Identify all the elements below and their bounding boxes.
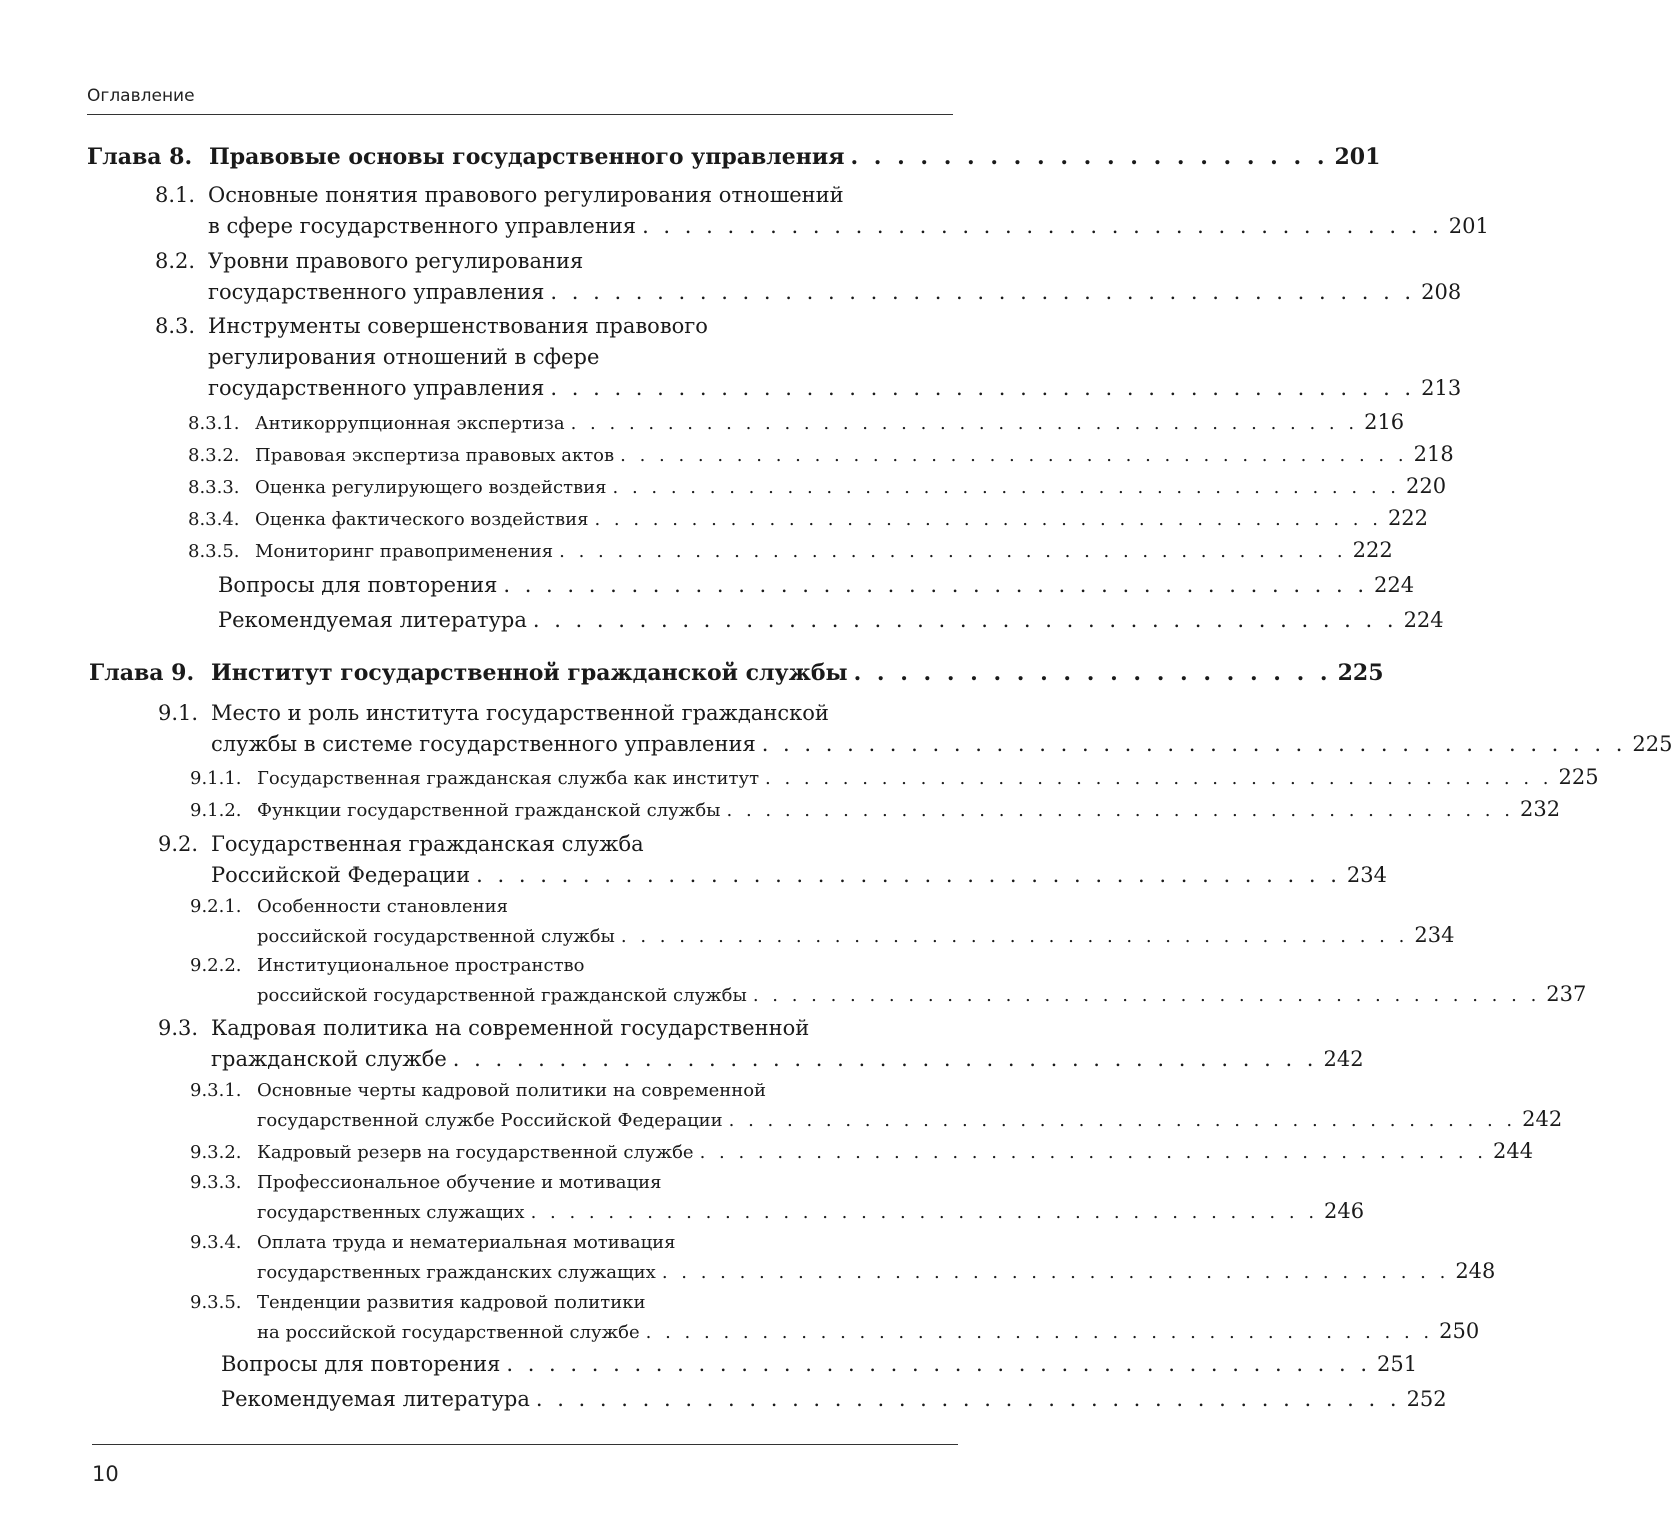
toc-subsection-9-2-2-line1[interactable] (190, 957, 955, 975)
leader-dots: . . . . . . . . . . . . . . . . . . . . . . . . . . . . . . . . . . . . . . . . . (620, 445, 1408, 466)
toc-page: 201 (1448, 214, 1489, 238)
toc-ch8-literature[interactable] (218, 608, 1444, 632)
toc-title: Вопросы для повторения (218, 573, 498, 597)
toc-page: 218 (1413, 442, 1454, 466)
toc-title: Основные черты кадровой политики на современной (257, 1080, 767, 1101)
toc-section-8-1-line1[interactable] (155, 185, 953, 206)
toc-ch8-questions[interactable] (218, 573, 1415, 597)
toc-number: Глава 8. (87, 144, 193, 170)
toc-subsection-9-3-1-line1[interactable] (190, 1082, 955, 1100)
toc-page: 244 (1493, 1139, 1534, 1163)
toc-page: 213 (1421, 376, 1462, 400)
toc-page: 234 (1414, 923, 1455, 947)
toc-title: государственных гражданских служащих (257, 1262, 656, 1283)
toc-subsection-8-3-1[interactable] (188, 410, 1405, 434)
toc-page: 232 (1519, 797, 1561, 821)
toc-page: 225 (1337, 660, 1384, 686)
toc-page: 220 (1406, 474, 1447, 498)
toc-title: Оценка фактического воздействия (255, 509, 589, 530)
toc-number: 8.1. (155, 183, 196, 207)
toc-title: регулирования отношений в сфере (208, 345, 600, 369)
toc-page: 250 (1439, 1319, 1480, 1343)
toc-number: Глава 9. (89, 660, 195, 686)
running-head: Оглавление (87, 86, 195, 106)
toc-page: 234 (1346, 863, 1387, 887)
toc-number: 9.1.2. (190, 800, 242, 821)
leader-dots: . . . . . . . . . . . . . . . . . . . . . . . . . . . . . . . . . . . . . . . . . (476, 863, 1341, 887)
leader-dots: . . . . . . . . . . . . . . . . . . . . . . . . . . . . . . . . . . . . . . . . . (535, 1387, 1401, 1411)
toc-title: Инструменты совершенствования правового (208, 314, 708, 338)
toc-number: 9.1. (158, 701, 199, 725)
toc-subsection-9-1-2[interactable] (190, 797, 1561, 821)
leader-dots: . . . . . . . . . . . . . . . . . . . . . . . . . . . . . . . . . . . . . . . . . (570, 413, 1359, 434)
toc-title: Вопросы для повторения (221, 1352, 501, 1376)
toc-number: 9.3.2. (190, 1142, 242, 1163)
toc-number: 9.3.1. (190, 1080, 242, 1101)
toc-section-9-3-line2[interactable] (211, 1047, 1364, 1071)
toc-page: 201 (1334, 144, 1381, 170)
leader-dots: . . . . . . . . . . . . . . . . . . . . . . . . . . . . . . . . . . . . . . . . . (594, 509, 1382, 530)
toc-subsection-9-2-1-line1[interactable] (190, 898, 955, 916)
toc-subsection-9-3-1-line2[interactable] (257, 1107, 1563, 1131)
toc-number: 8.3.1. (188, 413, 240, 434)
toc-number: 8.3.4. (188, 509, 240, 530)
toc-section-8-3-line3[interactable] (208, 376, 1462, 400)
toc-number: 9.3.3. (190, 1172, 242, 1193)
toc-page: 225 (1632, 732, 1673, 756)
leader-dots: . . . . . . . . . . . . . . . . . . . . . . . . . . . . . . . . . . . . . . . . . (532, 608, 1398, 632)
toc-page: 242 (1323, 1047, 1364, 1071)
toc-page: 208 (1421, 280, 1462, 304)
toc-page: 246 (1324, 1199, 1365, 1223)
page-number: 10 (92, 1462, 119, 1486)
footer-rule (92, 1444, 958, 1445)
toc-title: Оценка регулирующего воздействия (255, 477, 607, 498)
toc-chapter-9[interactable] (89, 660, 1384, 686)
leader-dots: . . . . . . . . . . . . . . . . . . . . . . . . . . . . . . . . . . . . . . . . . (761, 732, 1627, 756)
toc-chapter-8[interactable] (87, 144, 1381, 170)
leader-dots: . . . . . . . . . . . . . . . . . . . . . . . . . . . . . . . . . . . . . . . . . (559, 541, 1347, 562)
toc-ch9-literature[interactable] (221, 1387, 1447, 1411)
toc-title: Институт государственной гражданской службы (211, 660, 848, 686)
leader-dots: . . . . . . . . . . . . . . . . . . . . . . . . . . . . . . . . . . . . . . . . . (699, 1142, 1488, 1163)
leader-dots: . . . . . . . . . . . . . . . . . . . . . . . . . . . . . . . . . . . . . . . . . (765, 768, 1553, 789)
toc-page: 251 (1377, 1352, 1418, 1376)
leader-dots: . . . . . . . . . . . . . . . . . . . . . . . . . . . . . . . . . . . . . . . . . (550, 376, 1416, 400)
toc-title: Функции государственной гражданской службы (257, 800, 721, 821)
toc-title: Мониторинг правоприменения (255, 541, 554, 562)
toc-number: 8.2. (155, 249, 196, 273)
toc-title: Место и роль института государственной гражданской (211, 701, 829, 725)
toc-subsection-9-3-4-line2[interactable] (257, 1259, 1496, 1283)
toc-title: государственной службе Российской Федерации (257, 1110, 723, 1131)
toc-title: Правовая экспертиза правовых актов (255, 445, 615, 466)
toc-title: на российской государственной службе (257, 1322, 640, 1343)
toc-subsection-8-3-2[interactable] (188, 442, 1454, 466)
toc-section-8-2-line2[interactable] (208, 280, 1462, 304)
toc-title: Кадровая политика на современной государственной (211, 1016, 810, 1040)
toc-ch9-questions[interactable] (221, 1352, 1418, 1376)
toc-title: Институциональное пространство (257, 955, 585, 976)
toc-title: Антикоррупционная экспертиза (255, 413, 565, 434)
toc-title: Кадровый резерв на государственной службе (257, 1142, 694, 1163)
toc-section-8-3-line2[interactable] (208, 347, 953, 368)
toc-title: в сфере государственного управления (208, 214, 637, 238)
toc-number: 9.3. (158, 1016, 199, 1040)
toc-section-9-2-line2[interactable] (211, 863, 1387, 887)
leader-dots: . . . . . . . . . . . . . . . . . . . . . . . . . . . . . . . . . . . . . . . . . (506, 1352, 1372, 1376)
toc-title: государственного управления (208, 280, 545, 304)
toc-title: Особенности становления (257, 896, 508, 917)
leader-dots: . . . . . . . . . . . . . . . . . . . . . (850, 144, 1329, 170)
toc-number: 9.1.1. (190, 768, 242, 789)
toc-section-9-1-line1[interactable] (158, 703, 955, 724)
toc-number: 8.3. (155, 314, 196, 338)
toc-number: 8.3.2. (188, 445, 240, 466)
toc-page: 237 (1546, 982, 1587, 1006)
toc-subsection-8-3-4[interactable] (188, 506, 1429, 530)
toc-subsection-9-3-5-line2[interactable] (257, 1319, 1480, 1343)
toc-title: российской государственной службы (257, 926, 615, 947)
toc-subsection-9-2-1-line2[interactable] (257, 923, 1455, 947)
leader-dots: . . . . . . . . . . . . . . . . . . . . . . . . . . . . . . . . . . . . . . . . . (503, 573, 1369, 597)
toc-number: 9.2. (158, 832, 199, 856)
leader-dots: . . . . . . . . . . . . . . . . . . . . . . . . . . . . . . . . . . . . . . . . . (752, 985, 1541, 1006)
leader-dots: . . . . . . . . . . . . . . . . . . . . . . . . . . . . . . . . . . . . . . . . . (620, 926, 1409, 947)
toc-subsection-8-3-3[interactable] (188, 474, 1447, 498)
toc-number: 8.3.3. (188, 477, 240, 498)
toc-number: 9.3.4. (190, 1232, 242, 1253)
toc-number: 9.2.1. (190, 896, 242, 917)
leader-dots: . . . . . . . . . . . . . . . . . . . . . . . . . . . . . . . . . . . . . . . . . (550, 280, 1416, 304)
toc-page: 248 (1455, 1259, 1496, 1283)
toc-title: Тенденции развития кадровой политики (257, 1292, 646, 1313)
toc-page: 224 (1403, 608, 1444, 632)
toc-section-8-1-line2[interactable] (208, 214, 1489, 238)
toc-title: Государственная гражданская служба как институт (257, 768, 760, 789)
toc-title: российской государственной гражданской службы (257, 985, 747, 1006)
toc-subsection-9-3-2[interactable] (190, 1139, 1534, 1163)
leader-dots: . . . . . . . . . . . . . . . . . . . . . . . . . . . . . . . . . . . . . . . . . (645, 1322, 1434, 1343)
toc-subsection-9-3-3-line2[interactable] (257, 1199, 1365, 1223)
toc-subsection-9-2-2-line2[interactable] (257, 982, 1587, 1006)
toc-page: 222 (1387, 506, 1429, 530)
toc-title: Государственная гражданская служба (211, 832, 644, 856)
toc-section-8-3-line1[interactable] (155, 316, 953, 337)
leader-dots: . . . . . . . . . . . . . . . . . . . . . (853, 660, 1332, 686)
toc-title: гражданской службе (211, 1047, 447, 1071)
toc-section-9-1-line2[interactable] (211, 732, 1673, 756)
toc-section-9-3-line1[interactable] (158, 1018, 955, 1039)
toc-number: 8.3.5. (188, 541, 240, 562)
toc-number: 9.3.5. (190, 1292, 242, 1313)
toc-page: 224 (1374, 573, 1415, 597)
toc-subsection-9-3-5-line1[interactable] (190, 1294, 955, 1312)
leader-dots: . . . . . . . . . . . . . . . . . . . . . . . . . . . . . . . . . . . . . . . . . (726, 800, 1514, 821)
toc-title: Правовые основы государственного управления (209, 144, 845, 170)
leader-dots: . . . . . . . . . . . . . . . . . . . . . . . . . . . . . . . . . . . . . . . . . (661, 1262, 1450, 1283)
toc-subsection-9-3-4-line1[interactable] (190, 1234, 955, 1252)
toc-title: государственных служащих (257, 1202, 525, 1223)
toc-section-9-2-line1[interactable] (158, 834, 955, 855)
toc-title: Рекомендуемая литература (221, 1387, 530, 1411)
toc-subsection-9-3-3-line1[interactable] (190, 1174, 955, 1192)
toc-number: 9.2.2. (190, 955, 242, 976)
toc-title: Профессиональное обучение и мотивация (257, 1172, 662, 1193)
toc-page: 225 (1558, 765, 1599, 789)
header-rule (87, 114, 953, 115)
toc-title: Российской Федерации (211, 863, 471, 887)
leader-dots: . . . . . . . . . . . . . . . . . . . . . . . . . . . . . . . . . . . . . . . . . (728, 1110, 1517, 1131)
toc-title: службы в системе государственного управления (211, 732, 756, 756)
toc-page: 216 (1364, 410, 1405, 434)
toc-title: Оплата труда и нематериальная мотивация (257, 1232, 676, 1253)
toc-title: Рекомендуемая литература (218, 608, 527, 632)
leader-dots: . . . . . . . . . . . . . . . . . . . . . . . . . . . . . . . . . . . . . . (642, 214, 1443, 238)
toc-title: Уровни правового регулирования (208, 249, 584, 273)
toc-title: Основные понятия правового регулирования отношений (208, 183, 844, 207)
toc-page: 252 (1406, 1387, 1447, 1411)
leader-dots: . . . . . . . . . . . . . . . . . . . . . . . . . . . . . . . . . . . . . . . . . (612, 477, 1400, 498)
toc-page: 222 (1352, 538, 1393, 562)
toc-title: государственного управления (208, 376, 545, 400)
toc-section-8-2-line1[interactable] (155, 251, 953, 272)
toc-subsection-8-3-5[interactable] (188, 538, 1393, 562)
toc-subsection-9-1-1[interactable] (190, 765, 1599, 789)
toc-page: 242 (1522, 1107, 1563, 1131)
leader-dots: . . . . . . . . . . . . . . . . . . . . . . . . . . . . . . . . . . . . . . . . . (452, 1047, 1318, 1071)
leader-dots: . . . . . . . . . . . . . . . . . . . . . . . . . . . . . . . . . . . . . . . . . (530, 1202, 1319, 1223)
